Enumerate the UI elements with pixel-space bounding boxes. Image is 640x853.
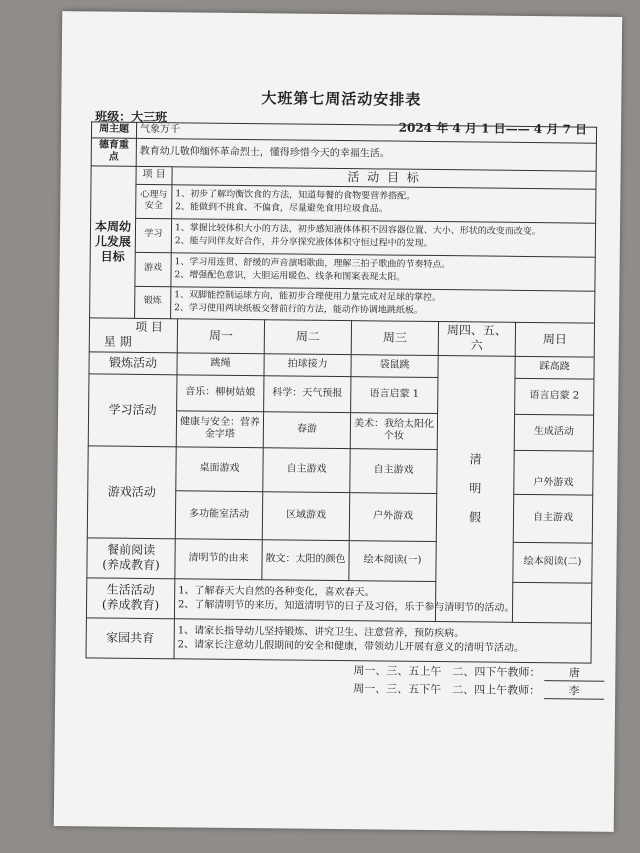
schedule-cell: 绘本阅读(一) bbox=[349, 540, 436, 581]
schedule-cell: 桌面游戏 bbox=[176, 446, 263, 491]
schedule-cell: 跳绳 bbox=[177, 352, 264, 375]
schedule-cell: 踩高跷 bbox=[515, 356, 594, 379]
reading-label-sub: (养成教育) bbox=[102, 557, 160, 573]
goal-line: 2、能做到不挑食、不偏食，尽量避免食用垃圾食品。 bbox=[175, 202, 389, 215]
goal-row bbox=[90, 251, 595, 290]
schedule-cell: 区域游戏 bbox=[262, 491, 349, 540]
goal-item: 学习 bbox=[135, 218, 171, 252]
theme-value: 气象万千 bbox=[136, 122, 596, 142]
schedule-cell: 绘本阅读(二) bbox=[513, 542, 592, 583]
goal-row bbox=[90, 217, 595, 256]
moral-value: 教育幼儿敬仰缅怀革命烈士，懂得珍惜今天的幸福生活。 bbox=[136, 138, 596, 171]
teacher-name: 李 bbox=[544, 682, 604, 700]
schedule-cell: 语言启蒙 1 bbox=[351, 376, 438, 413]
home-label: 家园共育 bbox=[86, 617, 174, 658]
life-line: 2、了解清明节的来历，知道清明节的日子及习俗，乐于参与清明节的活动。 bbox=[178, 599, 515, 614]
date-range: 2024 年 4 月 1 日—— 4 月 7 日 bbox=[398, 120, 588, 137]
reading-label bbox=[87, 537, 175, 578]
life-label-main: 生活活动 bbox=[106, 582, 155, 598]
schedule-cell: 户外游戏 bbox=[514, 472, 593, 495]
exercise-label: 锻炼活动 bbox=[89, 351, 177, 374]
game-label: 游戏活动 bbox=[87, 445, 176, 538]
day-header: 周二 bbox=[264, 319, 351, 354]
goal-line: 2、增强配色意识，大胆运用暖色、线条和图案表现太阳。 bbox=[174, 270, 406, 283]
schedule-cell-blank bbox=[514, 450, 593, 473]
schedule-cell: 多功能室活动 bbox=[175, 490, 262, 539]
schedule-cell: 散文：太阳的颜色 bbox=[262, 539, 349, 580]
goal-row bbox=[90, 285, 595, 322]
schedule-cell: 自主游戏 bbox=[513, 494, 593, 543]
life-text bbox=[174, 578, 591, 622]
goal-row bbox=[91, 183, 596, 222]
life-line: 1、了解春天大自然的各种变化，喜欢春天。 bbox=[178, 584, 375, 598]
schedule-cell: 自主游戏 bbox=[350, 448, 437, 493]
goal-item: 心理与安全 bbox=[136, 184, 172, 218]
schedule-cell: 科学：天气预报 bbox=[264, 375, 351, 412]
page-title: 大班第七周活动安排表 bbox=[261, 89, 422, 109]
life-label bbox=[86, 577, 174, 618]
home-line: 2、请家长注意幼儿假期间的安全和健康，带领幼儿开展有意义的清明节活动。 bbox=[177, 639, 525, 654]
life-row bbox=[86, 577, 591, 622]
day-header: 周日 bbox=[515, 322, 594, 357]
goal-item: 游戏 bbox=[135, 252, 171, 286]
goal-line: 1、学习用连贯、舒缓的声音演唱歌曲，理解三拍子歌曲的节奏特点。 bbox=[174, 257, 451, 270]
class-label: 班级：大三班 bbox=[95, 109, 168, 125]
teacher-schedule: 周一、三、五下午 二、四上午教师： bbox=[353, 682, 541, 698]
schedule-cell: 音乐：柳树姑娘 bbox=[177, 374, 264, 411]
life-label-sub: (养成教育) bbox=[101, 597, 160, 613]
goal-line: 1、掌握比较体积大小的方法，初步感知液体体积不因容器位置、大小、形状的改变而改变。 bbox=[174, 223, 541, 237]
goal-line: 1、初步了解均衡饮食的方法，知道每餐的食物要营养搭配。 bbox=[175, 189, 416, 202]
schedule-cell: 语言启蒙 2 bbox=[515, 378, 594, 415]
paper-sheet bbox=[54, 11, 623, 832]
schedule-cell: 拍球接力 bbox=[264, 353, 351, 376]
corner-item: 项 目 bbox=[135, 319, 164, 335]
days-header-row bbox=[89, 317, 594, 356]
study-label: 学习活动 bbox=[88, 373, 177, 446]
goals-item-header: 项 目 bbox=[136, 166, 172, 184]
goal-item: 锻炼 bbox=[135, 286, 171, 318]
theme-label: 周主题 bbox=[91, 122, 136, 138]
corner-cell bbox=[89, 317, 177, 352]
goal-line: 2、学习使用两块纸板交替前行的方法，能动作协调地跳纸板。 bbox=[174, 303, 423, 316]
schedule-cell: 清明节的由来 bbox=[175, 538, 262, 579]
schedule-cell: 户外游戏 bbox=[349, 492, 436, 541]
moral-label: 德育重点 bbox=[91, 137, 136, 165]
goals-goal-header: 活 动 目 标 bbox=[172, 166, 596, 188]
schedule-cell: 自主游戏 bbox=[263, 447, 350, 492]
teacher-schedule: 周一、三、五上午 二、四下午教师： bbox=[353, 664, 541, 680]
teacher-line bbox=[353, 662, 604, 682]
goal-text bbox=[171, 252, 595, 290]
home-row bbox=[86, 617, 591, 662]
goal-line: 1、双脚能控制运球方向，能初步合理使用力量完成对足球的掌控。 bbox=[174, 290, 442, 303]
holiday-char: 假 bbox=[468, 509, 482, 525]
schedule-cell: 生成活动 bbox=[514, 414, 593, 451]
holiday-char: 清 bbox=[469, 451, 482, 467]
schedule-cell: 袋鼠跳 bbox=[351, 354, 438, 377]
corner-week: 星 期 bbox=[103, 334, 132, 349]
game-row bbox=[88, 445, 593, 472]
home-text bbox=[174, 618, 591, 662]
day-header: 周一 bbox=[177, 318, 264, 353]
goal-line: 2、能与同伴友好合作，并分享探究液体体积守恒过程中的发现。 bbox=[174, 236, 433, 249]
teacher-name: 唐 bbox=[544, 664, 604, 682]
goal-text bbox=[172, 184, 596, 222]
goal-text bbox=[171, 286, 595, 322]
schedule-cell: 春游 bbox=[263, 411, 350, 448]
goal-text bbox=[171, 218, 595, 256]
schedule-cell: 美术：我给太阳化个妆 bbox=[350, 412, 437, 449]
holiday-char: 明 bbox=[469, 480, 482, 496]
study-row bbox=[89, 373, 594, 414]
reading-row bbox=[87, 537, 592, 582]
schedule-cell: 健康与安全：营养金字塔 bbox=[176, 410, 263, 447]
day-header: 周三 bbox=[351, 320, 438, 355]
teacher-line bbox=[353, 680, 604, 700]
day-header: 周四、五、六 bbox=[438, 321, 515, 356]
home-line: 1、请家长指导幼儿坚持锻炼、讲究卫生、注意营养，预防疾病。 bbox=[177, 624, 465, 639]
schedule-table bbox=[86, 121, 598, 663]
reading-label-main: 餐前阅读 bbox=[107, 542, 156, 558]
goals-section-label: 本周幼儿发展目标 bbox=[90, 165, 137, 317]
